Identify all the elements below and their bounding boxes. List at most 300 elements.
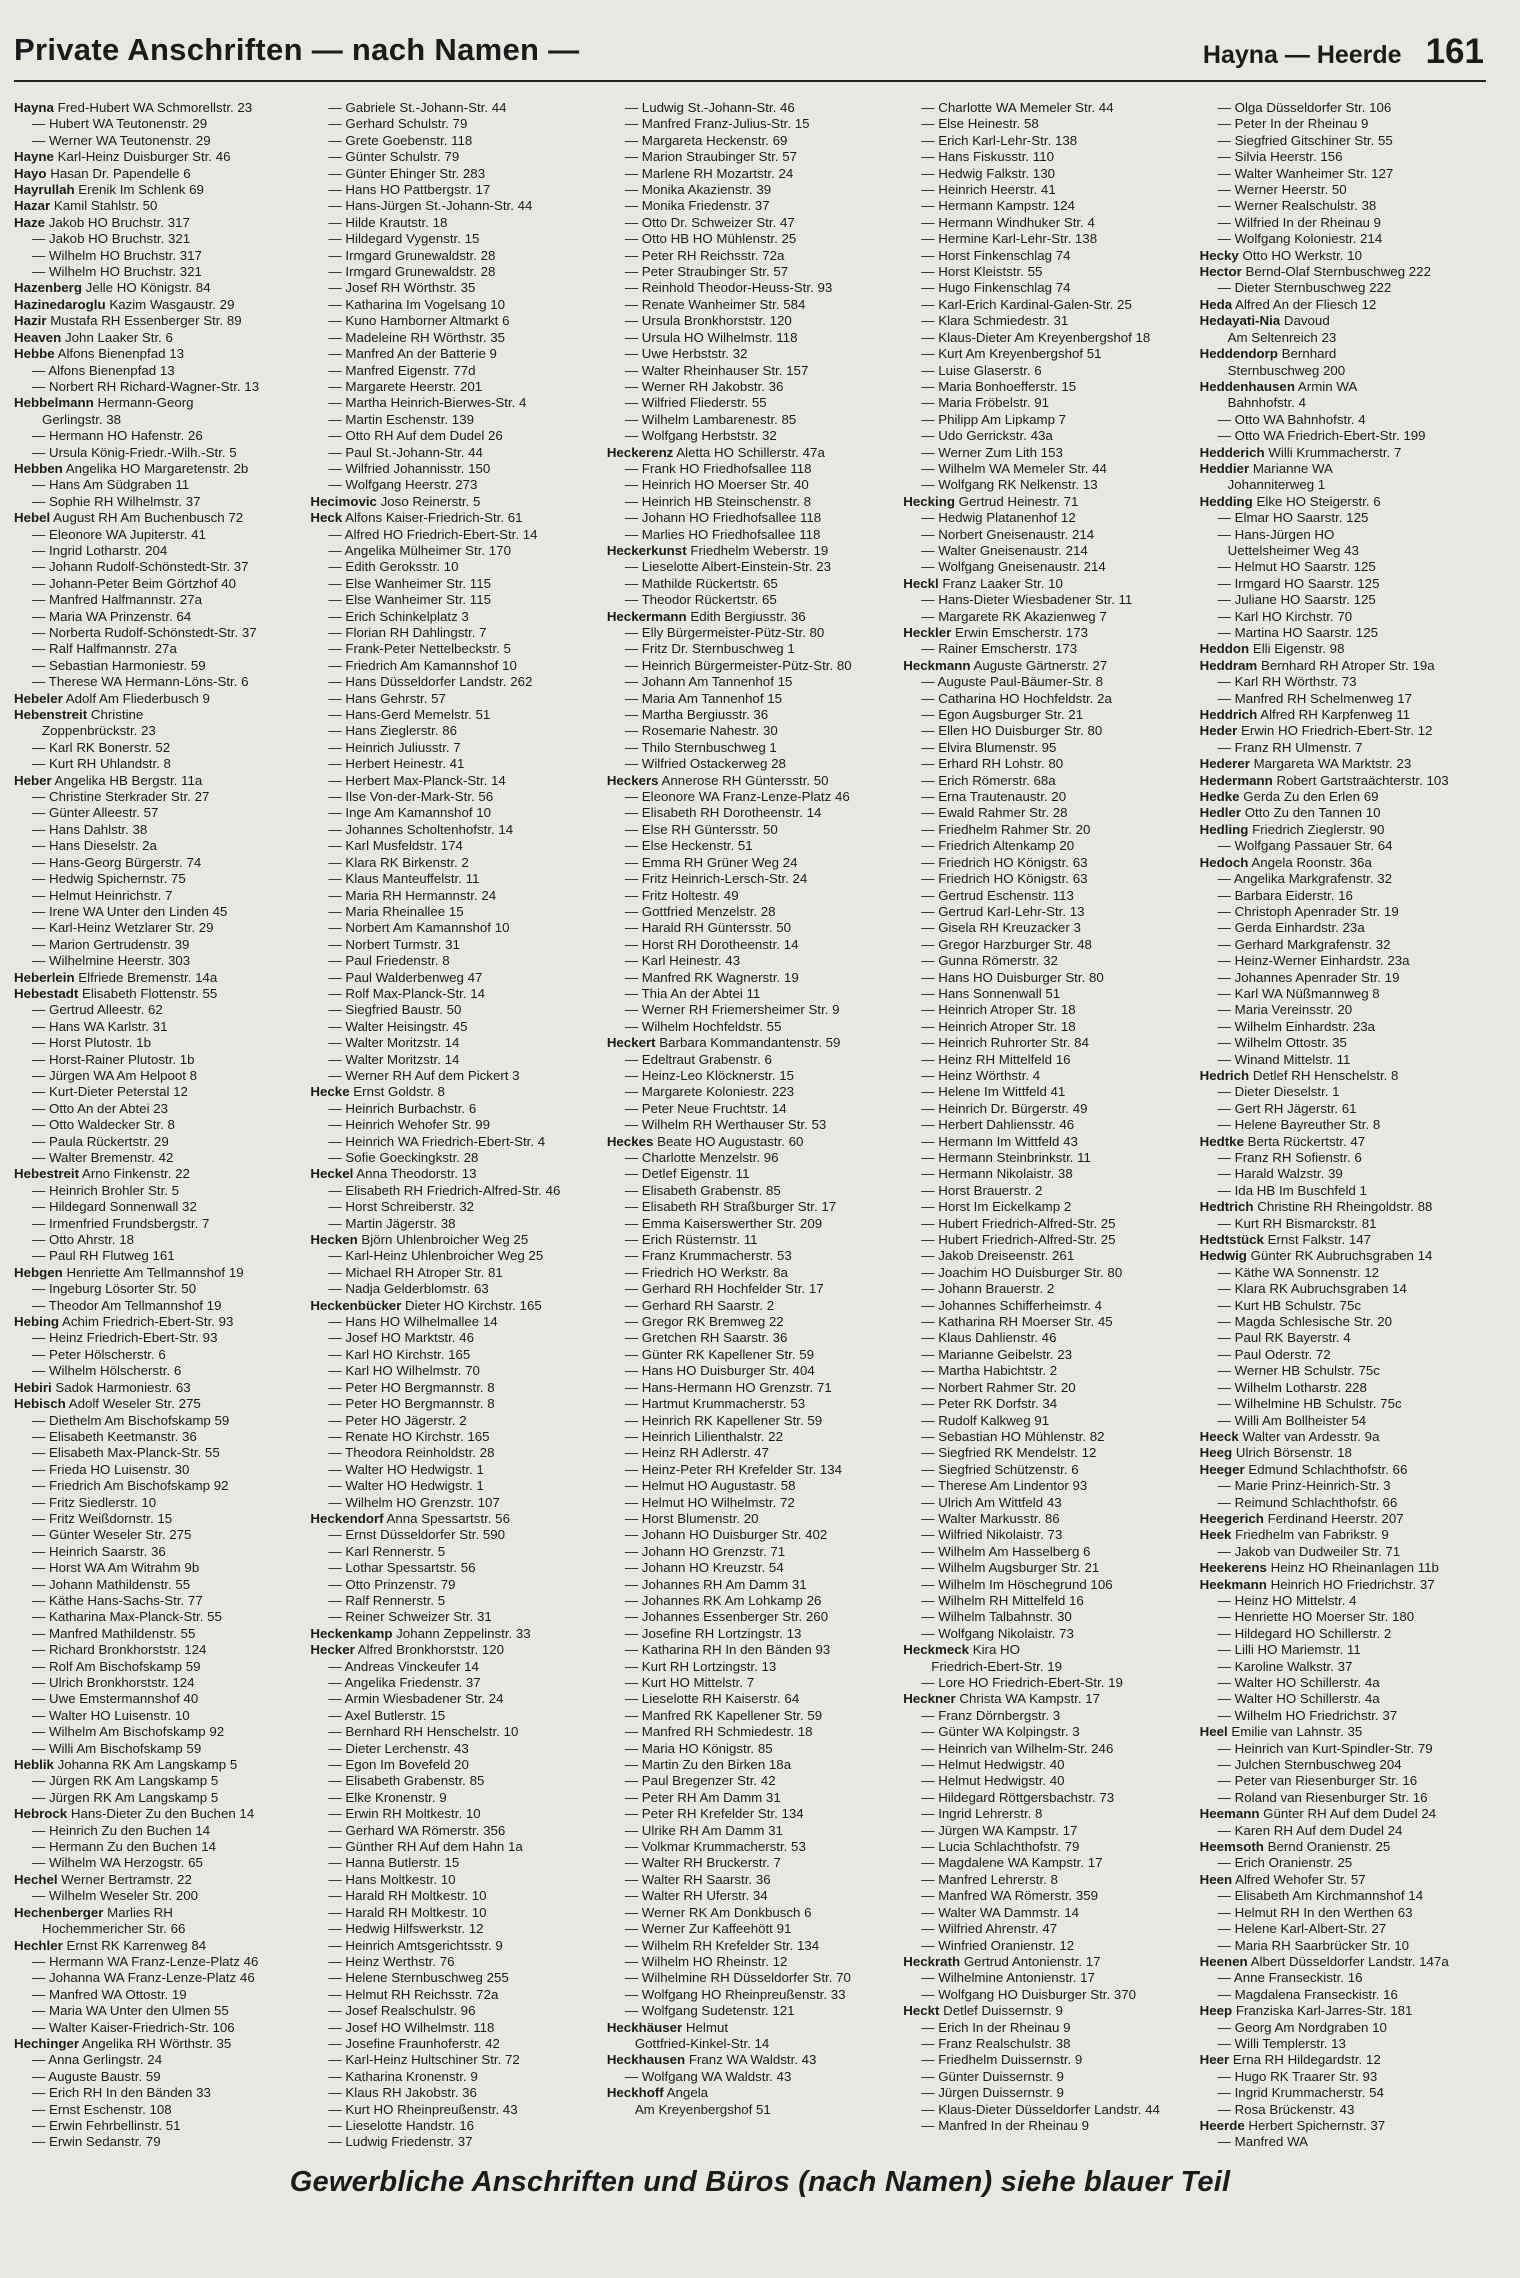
directory-entry: — Wilfried Nikolaistr. 73 xyxy=(921,1527,1063,1543)
directory-entry: — Eleonore WA Jupiterstr. 41 xyxy=(32,526,206,542)
directory-entry: — Siegfried Gitschiner Str. 55 xyxy=(1217,132,1393,148)
directory-entry: — Hans Düsseldorfer Landstr. 262 xyxy=(328,674,533,690)
directory-entry: — Wolfgang Koloniestr. 214 xyxy=(1217,231,1383,247)
directory-entry: — Rosa Brückenstr. 43 xyxy=(1217,2101,1355,2117)
directory-entry: — Manfred RH Schmiedestr. 18 xyxy=(624,1724,813,1740)
surname: Heerde xyxy=(1199,2117,1245,2133)
directory-entry: — Heinrich van Kurt-Spindler-Str. 79 xyxy=(1217,1740,1433,1756)
directory-entry: — Elmar HO Saarstr. 125 xyxy=(1217,510,1369,526)
directory-entry: — Else Heckenstr. 51 xyxy=(624,838,753,854)
surname: Heek xyxy=(1199,1527,1232,1543)
directory-entry: — Martha Habichtstr. 2 xyxy=(921,1363,1058,1379)
surname: Hecimovic xyxy=(310,493,377,509)
directory-entry: Heckenbücker Dieter HO Kirchstr. 165 xyxy=(310,1297,542,1313)
directory-entry: Heberlein Elfriede Bremenstr. 14a xyxy=(14,969,218,985)
directory-entry: — Wilhelm Am Hasselberg 6 xyxy=(921,1543,1091,1559)
directory-entry: — Paul Bregenzer Str. 42 xyxy=(624,1773,776,1789)
directory-entry: — Wilhelm RH Werthauser Str. 53 xyxy=(624,1117,827,1133)
directory-entry: — Hilde Krautstr. 18 xyxy=(328,214,448,230)
directory-entry: — Karl HO Kirchstr. 165 xyxy=(328,1346,471,1362)
directory-entry: — Johann Brauerstr. 2 xyxy=(921,1281,1055,1297)
directory-entry: — Willi Am Bollheister 54 xyxy=(1217,1412,1367,1428)
directory-entry: Friedrich-Ebert-Str. 19 xyxy=(931,1658,1063,1674)
surname: Heckerenz xyxy=(606,444,674,460)
directory-entry: Heckerenz Aletta HO Schillerstr. 47a xyxy=(606,444,825,460)
surname: Heeger xyxy=(1199,1461,1245,1477)
surname: Hazar xyxy=(14,198,51,214)
surname: Hedler xyxy=(1199,805,1242,821)
directory-entry: — Harald RH Moltkestr. 10 xyxy=(328,1904,487,1920)
directory-entry: Hechel Werner Bertramstr. 22 xyxy=(14,1871,192,1887)
directory-entry: — Horst Plutostr. 1b xyxy=(32,1035,151,1051)
directory-entry: — Philipp Am Lipkamp 7 xyxy=(921,411,1067,427)
surname: Heddier xyxy=(1199,460,1250,476)
directory-entry: — Axel Butlerstr. 15 xyxy=(328,1707,446,1723)
directory-entry: Heber Angelika HB Bergstr. 11a xyxy=(14,772,203,788)
directory-entry: — Anne Franseckistr. 16 xyxy=(1217,1970,1363,1986)
directory-entry: — Erich In der Rheinau 9 xyxy=(921,2019,1071,2035)
surname: Heckhoff xyxy=(606,2085,664,2101)
column-5 xyxy=(1199,100,1484,2150)
directory-entry: — Siegfried Schützenstr. 6 xyxy=(921,1461,1079,1477)
directory-entry: Heckert Barbara Kommandantenstr. 59 xyxy=(606,1035,841,1051)
surname: Heckt xyxy=(903,2003,940,2019)
directory-entry: — Edeltraut Grabenstr. 6 xyxy=(624,1051,772,1067)
directory-entry: — Heinz-Werner Einhardstr. 23a xyxy=(1217,953,1410,969)
directory-entry: — Lieselotte RH Kaiserstr. 64 xyxy=(624,1691,800,1707)
directory-entry: — Bernhard RH Henschelstr. 10 xyxy=(328,1724,519,1740)
directory-entry: Hebgen Henriette Am Tellmannshof 19 xyxy=(14,1264,244,1280)
directory-entry: — Walter RH Bruckerstr. 7 xyxy=(624,1855,781,1871)
directory-entry: — Werner Zur Kaffeehött 91 xyxy=(624,1921,792,1937)
directory-entry: — Katharina Im Vogelsang 10 xyxy=(328,296,506,312)
directory-entry: Hebiri Sadok Harmoniestr. 63 xyxy=(14,1379,191,1395)
directory-entry: — Ingrid Krummacherstr. 54 xyxy=(1217,2085,1384,2101)
directory-entry: — Hedwig Platanenhof 12 xyxy=(921,510,1076,526)
directory-entry: — Silvia Heerstr. 156 xyxy=(1217,149,1343,165)
directory-entry: — Gregor Harzburger Str. 48 xyxy=(921,936,1092,952)
directory-entry: — Wilfried In der Rheinau 9 xyxy=(1217,214,1381,230)
directory-entry: — Emma RH Grüner Weg 24 xyxy=(624,854,798,870)
directory-entry: — Hermann Zu den Buchen 14 xyxy=(32,1839,217,1855)
directory-entry: — Otto Ahrstr. 18 xyxy=(32,1232,134,1248)
directory-entry: — Volkmar Krummacherstr. 53 xyxy=(624,1839,806,1855)
directory-entry: — Erich RH In den Bänden 33 xyxy=(32,2085,211,2101)
directory-entry: — Ida HB Im Buschfeld 1 xyxy=(1217,1182,1367,1198)
surname: Heck xyxy=(310,510,343,526)
directory-entry: — Wilhelmine Heerstr. 303 xyxy=(32,953,191,969)
directory-entry: — Ralf Halfmannstr. 27a xyxy=(32,641,177,657)
directory-entry: Am Kreyenbergshof 51 xyxy=(634,2101,771,2117)
directory-entry: — Heinrich HO Moerser Str. 40 xyxy=(624,477,809,493)
directory-entry: — Heinrich RK Kapellener Str. 59 xyxy=(624,1412,823,1428)
directory-entry: Heddier Marianne WA xyxy=(1199,460,1333,476)
directory-entry: — Heinz HO Mittelstr. 4 xyxy=(1217,1592,1357,1608)
directory-entry: — Manfred An der Batterie 9 xyxy=(328,346,497,362)
footer-note: Gewerbliche Anschriften und Büros (nach Namen) siehe blauer Teil xyxy=(289,2166,1231,2198)
surname: Hebestreit xyxy=(14,1166,80,1182)
directory-entry: — Jürgen RK Am Langskamp 5 xyxy=(32,1773,219,1789)
directory-entry: — Friedhelm Rahmer Str. 20 xyxy=(921,821,1091,837)
directory-entry: — Rudolf Kalkweg 91 xyxy=(921,1412,1050,1428)
surname: Hedding xyxy=(1199,493,1253,509)
directory-entry: — Sebastian Harmoniestr. 59 xyxy=(32,657,206,673)
directory-entry: — Walter Rheinhauser Str. 157 xyxy=(624,362,809,378)
directory-entry: — Ursula HO Wilhelmstr. 118 xyxy=(624,329,798,345)
surname: Heddendorp xyxy=(1199,346,1278,362)
surname: Heddram xyxy=(1199,657,1258,673)
directory-entry: — Lilli HO Mariemstr. 11 xyxy=(1217,1642,1361,1658)
directory-entry: — Hubert WA Teutonenstr. 29 xyxy=(32,116,208,132)
directory-entry: — Irmenfried Frundsbergstr. 7 xyxy=(32,1215,210,1231)
directory-entry: — Wilhelm WA Memeler Str. 44 xyxy=(921,460,1107,476)
directory-entry: — Johann Rudolf-Schönstedt-Str. 37 xyxy=(32,559,249,575)
directory-entry: — Kurt RH Lortzingstr. 13 xyxy=(624,1658,777,1674)
directory-entry: — Günter WA Kolpingstr. 3 xyxy=(921,1724,1080,1740)
directory-entry: — Wilhelm Augsburger Str. 21 xyxy=(921,1560,1100,1576)
directory-entry: Hochemmericher Str. 66 xyxy=(42,1921,186,1937)
directory-entry: — Uwe Herbststr. 32 xyxy=(624,346,748,362)
surname: Heckhausen xyxy=(606,2052,686,2068)
directory-entry: — Gretchen RH Saarstr. 36 xyxy=(624,1330,788,1346)
directory-entry: — Margarete Heerstr. 201 xyxy=(328,378,483,394)
directory-entry: Heckner Christa WA Kampstr. 17 xyxy=(903,1691,1101,1707)
directory-entry: — Luise Glaserstr. 6 xyxy=(921,362,1042,378)
surname: Heaven xyxy=(14,329,62,345)
directory-entry: — Karl-Heinz Uhlenbroicher Weg 25 xyxy=(328,1248,544,1264)
directory-entry: — Heinrich Atroper Str. 18 xyxy=(921,1002,1076,1018)
directory-columns xyxy=(14,100,1484,2150)
surname: Hazenberg xyxy=(14,280,82,296)
directory-entry: Heek Friedhelm van Fabrikstr. 9 xyxy=(1199,1527,1389,1543)
directory-entry: Heckrath Gertrud Antonienstr. 17 xyxy=(903,1953,1101,1969)
directory-entry: — Margarete RK Akazienweg 7 xyxy=(921,608,1107,624)
directory-entry: — Catharina HO Hochfeldstr. 2a xyxy=(921,690,1112,706)
surname: Heemsoth xyxy=(1199,1839,1264,1855)
directory-entry: — Günter Duissernstr. 9 xyxy=(921,2068,1064,2084)
directory-entry: — Peter HO Bergmannstr. 8 xyxy=(328,1396,495,1412)
directory-entry: — Heinrich Juliusstr. 7 xyxy=(328,739,461,755)
directory-entry: — Franz RH Ulmenstr. 7 xyxy=(1217,739,1363,755)
directory-entry: Hedrich Detlef RH Henschelstr. 8 xyxy=(1199,1067,1399,1083)
directory-entry: — Hugo RK Traarer Str. 93 xyxy=(1217,2068,1378,2084)
directory-entry: — Johanna WA Franz-Lenze-Platz 46 xyxy=(32,1970,255,1986)
directory-entry: — Josefine RH Lortzingstr. 13 xyxy=(624,1625,802,1641)
directory-entry: — Gertrud Alleestr. 62 xyxy=(32,1002,163,1018)
directory-entry: — Kuno Hamborner Altmarkt 6 xyxy=(328,313,510,329)
directory-entry: — Peter HO Jägerstr. 2 xyxy=(328,1412,467,1428)
directory-entry: — Hedwig Falkstr. 130 xyxy=(921,165,1055,181)
directory-entry: — Heinz-Peter RH Krefelder Str. 134 xyxy=(624,1461,843,1477)
directory-entry: — Erich Oranienstr. 25 xyxy=(1217,1855,1353,1871)
directory-entry: — Inge Am Kamannshof 10 xyxy=(328,805,492,821)
directory-entry: — Hans-Jürgen HO xyxy=(1217,526,1335,542)
directory-entry: — Franz Realschulstr. 38 xyxy=(921,2035,1071,2051)
directory-entry: — Rainer Emscherstr. 173 xyxy=(921,641,1078,657)
directory-entry: — Norbert Gneisenaustr. 214 xyxy=(921,526,1095,542)
directory-entry: Hederer Margareta WA Marktstr. 23 xyxy=(1199,756,1412,772)
directory-entry: — Johannes Schifferheimstr. 4 xyxy=(921,1297,1103,1313)
directory-entry: — Katharina Kronenstr. 9 xyxy=(328,2068,478,2084)
directory-entry: — Dieter Sternbuschweg 222 xyxy=(1217,280,1392,296)
directory-entry: Heckhäuser Helmut xyxy=(606,2019,729,2035)
directory-entry: — Elisabeth RH Friedrich-Alfred-Str. 46 xyxy=(328,1182,561,1198)
directory-entry: — Ulrich Bronkhorststr. 124 xyxy=(32,1675,195,1690)
directory-entry: — Kurt HO Rheinpreußenstr. 43 xyxy=(328,2101,518,2117)
directory-entry: — Helmut Heinrichstr. 7 xyxy=(32,887,173,903)
directory-entry: — Hans Sonnenwall 51 xyxy=(921,985,1061,1001)
directory-entry: — Paul St.-Johann-Str. 44 xyxy=(328,444,483,460)
directory-entry: — Gerhard Markgrafenstr. 32 xyxy=(1217,936,1391,952)
directory-entry: — Hans-Gerd Memelstr. 51 xyxy=(328,707,491,723)
surname: Hector xyxy=(1199,264,1242,280)
directory-entry: — Theodor Rückertstr. 65 xyxy=(624,592,777,608)
directory-entry: — Walter HO Hedwigstr. 1 xyxy=(328,1478,484,1494)
directory-entry: — Lore HO Friedrich-Ebert-Str. 19 xyxy=(921,1675,1123,1690)
directory-entry: — Else Heinestr. 58 xyxy=(921,116,1039,132)
directory-entry: — Margarete Koloniestr. 223 xyxy=(624,1084,795,1100)
directory-entry: — Hermann Im Wittfeld 43 xyxy=(921,1133,1078,1149)
directory-entry: — Gertrud Eschenstr. 113 xyxy=(921,887,1074,903)
directory-entry: — Heinrich Brohler Str. 5 xyxy=(32,1182,180,1198)
directory-entry: — Klaus-Dieter Düsseldorfer Landstr. 44 xyxy=(921,2101,1160,2117)
directory-entry: — Wilhelm RH Krefelder Str. 134 xyxy=(624,1937,820,1953)
directory-entry: — Fritz Weißdornstr. 15 xyxy=(32,1510,173,1526)
directory-entry: — Elly Bürgermeister-Pütz-Str. 80 xyxy=(624,625,825,640)
directory-entry: Hebestadt Elisabeth Flottenstr. 55 xyxy=(14,985,218,1001)
directory-entry: — Karen RH Auf dem Dudel 24 xyxy=(1217,1822,1403,1838)
directory-entry: — Walter HO Hedwigstr. 1 xyxy=(328,1461,484,1477)
directory-entry: — Heinz RH Adlerstr. 47 xyxy=(624,1445,769,1461)
directory-entry: — Martin Zu den Birken 18a xyxy=(624,1757,792,1773)
directory-entry: Hebel August RH Am Buchenbusch 72 xyxy=(14,510,244,526)
directory-entry: — Erich Karl-Lehr-Str. 138 xyxy=(921,132,1078,148)
directory-entry: — Magdalene WA Kampstr. 17 xyxy=(921,1855,1103,1871)
directory-entry: — Heinrich Heerstr. 41 xyxy=(921,182,1056,198)
directory-entry: — Wolfgang HO Rheinpreußenstr. 33 xyxy=(624,1986,846,2002)
directory-entry: — Fritz Holtestr. 49 xyxy=(624,887,739,903)
directory-entry: — Wolfgang Passauer Str. 64 xyxy=(1217,838,1393,854)
directory-entry: — Armin Wiesbadener Str. 24 xyxy=(328,1691,504,1707)
directory-entry: — Walter WA Dammstr. 14 xyxy=(921,1904,1080,1920)
directory-entry: — Werner Zum Lith 153 xyxy=(921,444,1063,460)
directory-entry: Hedoch Angela Roonstr. 36a xyxy=(1199,854,1372,870)
directory-entry: — Peter RH Krefelder Str. 134 xyxy=(624,1806,804,1822)
surname: Heeck xyxy=(1199,1428,1239,1444)
directory-entry: Hedtstück Ernst Falkstr. 147 xyxy=(1199,1232,1372,1248)
directory-entry: — Martin Eschenstr. 139 xyxy=(328,411,474,427)
surname: Heckler xyxy=(903,625,952,640)
directory-entry: — Günter Weseler Str. 275 xyxy=(32,1527,192,1543)
surname: Hebeler xyxy=(14,690,63,706)
surname: Hebrock xyxy=(14,1806,68,1822)
directory-entry: Heckmeck Kira HO xyxy=(903,1642,1020,1658)
directory-entry: — Karl RH Wörthstr. 73 xyxy=(1217,674,1357,690)
directory-entry: — Manfred RH Schelmenweg 17 xyxy=(1217,690,1412,706)
directory-entry: Heckel Anna Theodorstr. 13 xyxy=(310,1166,477,1182)
directory-entry: — Herbert Max-Planck-Str. 14 xyxy=(328,772,506,788)
surname: Heckmeck xyxy=(903,1642,970,1658)
directory-entry: Hedler Otto Zu den Tannen 10 xyxy=(1199,805,1381,821)
directory-entry: — Madeleine RH Wörthstr. 35 xyxy=(328,329,506,345)
directory-entry: — Karl HO Wilhelmstr. 70 xyxy=(328,1363,480,1379)
directory-entry: — Günter Schulstr. 79 xyxy=(328,149,460,165)
directory-entry: — Otto Waldecker Str. 8 xyxy=(32,1117,175,1133)
directory-entry: Hayrullah Erenik Im Schlenk 69 xyxy=(14,182,204,198)
directory-entry: — Otto Dr. Schweizer Str. 47 xyxy=(624,214,795,230)
directory-entry: — Hans HO Pattbergstr. 17 xyxy=(328,182,491,198)
directory-entry: — Margareta Heckenstr. 69 xyxy=(624,132,788,148)
directory-entry: — Gunna Römerstr. 32 xyxy=(921,953,1058,969)
directory-entry: — Monika Akazienstr. 39 xyxy=(624,182,772,198)
section-title: Private Anschriften — nach Namen — xyxy=(14,32,580,67)
directory-entry: Heeger Edmund Schlachthofstr. 66 xyxy=(1199,1461,1408,1477)
directory-entry: — Heinrich Burbachstr. 6 xyxy=(328,1100,477,1116)
directory-entry: — Hans Am Südgraben 11 xyxy=(32,477,190,493)
directory-entry: — Walter HO Schillerstr. 4a xyxy=(1217,1675,1380,1690)
directory-entry: — Gerda Einhardstr. 23a xyxy=(1217,920,1365,936)
directory-entry: Hedwig Günter RK Aubruchsgraben 14 xyxy=(1199,1248,1433,1264)
directory-entry: — Siegfried Baustr. 50 xyxy=(328,1002,462,1018)
directory-entry: — Johann HO Kreuzstr. 54 xyxy=(624,1560,784,1576)
directory-entry: Heblik Johanna RK Am Langskamp 5 xyxy=(14,1757,238,1773)
directory-entry: — Karl Heinestr. 43 xyxy=(624,953,741,969)
directory-entry: — Walter RH Saarstr. 36 xyxy=(624,1871,771,1887)
directory-entry: — Marlies HO Friedhofsallee 118 xyxy=(624,526,821,542)
directory-entry: — Ingeburg Lösorter Str. 50 xyxy=(32,1281,197,1297)
surname: Hebing xyxy=(14,1314,60,1330)
directory-entry: — Katharina Max-Planck-Str. 55 xyxy=(32,1609,222,1625)
surname: Heddrich xyxy=(1199,707,1258,723)
directory-entry: — Willi Templerstr. 13 xyxy=(1217,2035,1346,2051)
directory-entry: Sternbuschweg 200 xyxy=(1227,362,1346,378)
directory-entry: — Heinrich Atroper Str. 18 xyxy=(921,1018,1076,1034)
directory-entry: Hebben Angelika HO Margaretenstr. 2b xyxy=(14,460,249,476)
directory-entry: — Ernst Eschenstr. 108 xyxy=(32,2101,172,2117)
directory-entry: — Georg Am Nordgraben 10 xyxy=(1217,2019,1387,2035)
directory-entry: — Erwin Sedanstr. 79 xyxy=(32,2134,161,2150)
surname: Heckenkamp xyxy=(310,1625,393,1641)
directory-entry: — Hans Dahlstr. 38 xyxy=(32,821,148,837)
directory-entry: — Manfred RK Kapellener Str. 59 xyxy=(624,1707,823,1723)
directory-entry: — Udo Gerrickstr. 43a xyxy=(921,428,1053,444)
surname: Hechler xyxy=(14,1937,63,1953)
directory-entry: — Maria Am Tannenhof 15 xyxy=(624,690,783,706)
surname: Hechenberger xyxy=(14,1904,104,1920)
directory-entry: — Hermine Karl-Lehr-Str. 138 xyxy=(921,231,1098,247)
surname: Heep xyxy=(1199,2003,1233,2019)
directory-entry: — Peter RH Am Damm 31 xyxy=(624,1789,781,1805)
directory-entry: — Ursula Bronkhorststr. 120 xyxy=(624,313,792,329)
surname: Heckl xyxy=(903,575,939,591)
directory-entry: Hechler Ernst RK Karrenweg 84 xyxy=(14,1937,207,1953)
directory-entry: — Diethelm Am Bischofskamp 59 xyxy=(32,1412,230,1428)
column-2 xyxy=(310,100,594,2150)
directory-entry: — Johann Mathildenstr. 55 xyxy=(32,1576,191,1592)
surname: Hebel xyxy=(14,510,51,526)
surname: Hebbe xyxy=(14,346,55,362)
directory-entry: — Roland van Riesenburger Str. 16 xyxy=(1217,1789,1428,1805)
page-number: 161 xyxy=(1425,32,1484,71)
directory-entry: — Auguste Baustr. 59 xyxy=(32,2068,161,2084)
directory-entry: — Otto An der Abtei 23 xyxy=(32,1100,169,1116)
directory-entry: — Heinz-Leo Klöcknerstr. 15 xyxy=(624,1067,795,1083)
surname: Hecky xyxy=(1199,247,1239,263)
directory-entry: — Günther RH Auf dem Hahn 1a xyxy=(328,1839,523,1855)
directory-entry: — Hugo Finkenschlag 74 xyxy=(921,280,1071,296)
column-4 xyxy=(903,100,1187,2133)
directory-entry: — Peter Neue Fruchtstr. 14 xyxy=(624,1100,787,1116)
surname: Hebiri xyxy=(14,1379,52,1395)
directory-entry: — Charlotte WA Memeler Str. 44 xyxy=(921,100,1114,115)
directory-entry: — Heinrich Bürgermeister-Pütz-Str. 80 xyxy=(624,657,852,673)
surname: Hedoch xyxy=(1199,854,1249,870)
directory-entry: — Gerhard RH Saarstr. 2 xyxy=(624,1297,775,1313)
directory-entry: Heddram Bernhard RH Atroper Str. 19a xyxy=(1199,657,1435,673)
directory-entry: — Hubert Friedrich-Alfred-Str. 25 xyxy=(921,1232,1116,1248)
directory-entry: — Werner WA Teutonenstr. 29 xyxy=(32,132,211,148)
directory-entry: — Gottfried Menzelstr. 28 xyxy=(624,903,776,919)
directory-entry: — Heinz Wörthstr. 4 xyxy=(921,1067,1041,1083)
directory-entry: — Klaus Manteuffelstr. 11 xyxy=(328,871,480,887)
directory-entry: Uettelsheimer Weg 43 xyxy=(1227,542,1359,558)
directory-entry: — Wilhelm HO Rheinstr. 12 xyxy=(624,1953,788,1969)
directory-entry: — Ingrid Lotharstr. 204 xyxy=(32,542,168,558)
directory-entry: — Lothar Spessartstr. 56 xyxy=(328,1560,476,1576)
directory-entry: — Walter Markusstr. 86 xyxy=(921,1510,1060,1526)
surname: Hecke xyxy=(310,1084,350,1100)
directory-entry: — Gisela RH Kreuzacker 3 xyxy=(921,920,1081,936)
directory-entry: — Angelika Friedenstr. 37 xyxy=(328,1675,481,1690)
directory-entry: — Marlene RH Mozartstr. 24 xyxy=(624,165,794,181)
directory-entry: — Kurt-Dieter Peterstal 12 xyxy=(32,1084,188,1100)
surname: Heckhäuser xyxy=(606,2019,683,2035)
directory-entry: — Florian RH Dahlingstr. 7 xyxy=(328,625,487,640)
directory-entry: — Wilhelm Einhardstr. 23a xyxy=(1217,1018,1376,1034)
directory-entry: — Walter Gneisenaustr. 214 xyxy=(921,542,1088,558)
directory-entry: — Frank HO Friedhofsallee 118 xyxy=(624,460,812,476)
surname: Hazinedaroglu xyxy=(14,296,106,312)
directory-entry: — Norberta Rudolf-Schönstedt-Str. 37 xyxy=(32,625,257,640)
directory-entry: — Heinrich Wehofer Str. 99 xyxy=(328,1117,491,1133)
directory-entry: — Elvira Blumenstr. 95 xyxy=(921,739,1057,755)
directory-entry: — Harald RH Güntersstr. 50 xyxy=(624,920,792,936)
directory-entry: Hechinger Angelika RH Wörthstr. 35 xyxy=(14,2035,232,2051)
directory-entry: — Franz RH Sofienstr. 6 xyxy=(1217,1150,1362,1165)
directory-entry: — Auguste Paul-Bäumer-Str. 8 xyxy=(921,674,1104,690)
directory-entry: — Dieter Lerchenstr. 43 xyxy=(328,1740,469,1756)
directory-entry: — Grete Goebenstr. 118 xyxy=(328,132,473,148)
directory-entry: — Johannes Apenrader Str. 19 xyxy=(1217,969,1400,985)
directory-entry: Hedderich Willi Krummacherstr. 7 xyxy=(1199,444,1402,460)
directory-entry: — Peter RK Dorfstr. 34 xyxy=(921,1396,1058,1412)
surname: Hedermann xyxy=(1199,772,1273,788)
directory-entry: — Walter HO Luisenstr. 10 xyxy=(32,1707,190,1723)
directory-entry: — Ludwig St.-Johann-Str. 46 xyxy=(624,100,795,115)
directory-entry: — Peter Hölscherstr. 6 xyxy=(32,1346,166,1362)
directory-entry: — Dieter Dieselstr. 1 xyxy=(1217,1084,1340,1100)
directory-entry: — Martina HO Saarstr. 125 xyxy=(1217,625,1378,640)
surname: Heckel xyxy=(310,1166,354,1182)
surname: Hazir xyxy=(14,313,47,329)
surname: Hedke xyxy=(1199,789,1240,805)
directory-entry: — Eleonore WA Franz-Lenze-Platz 46 xyxy=(624,789,850,805)
directory-entry: — Sebastian HO Mühlenstr. 82 xyxy=(921,1428,1105,1444)
directory-entry: — Wilhelm HO Grenzstr. 107 xyxy=(328,1494,500,1510)
directory-entry: — Elisabeth RH Straßburger Str. 17 xyxy=(624,1199,837,1215)
directory-entry: Heder Erwin HO Friedrich-Ebert-Str. 12 xyxy=(1199,723,1433,739)
directory-entry: Heckes Beate HO Augustastr. 60 xyxy=(606,1133,804,1149)
